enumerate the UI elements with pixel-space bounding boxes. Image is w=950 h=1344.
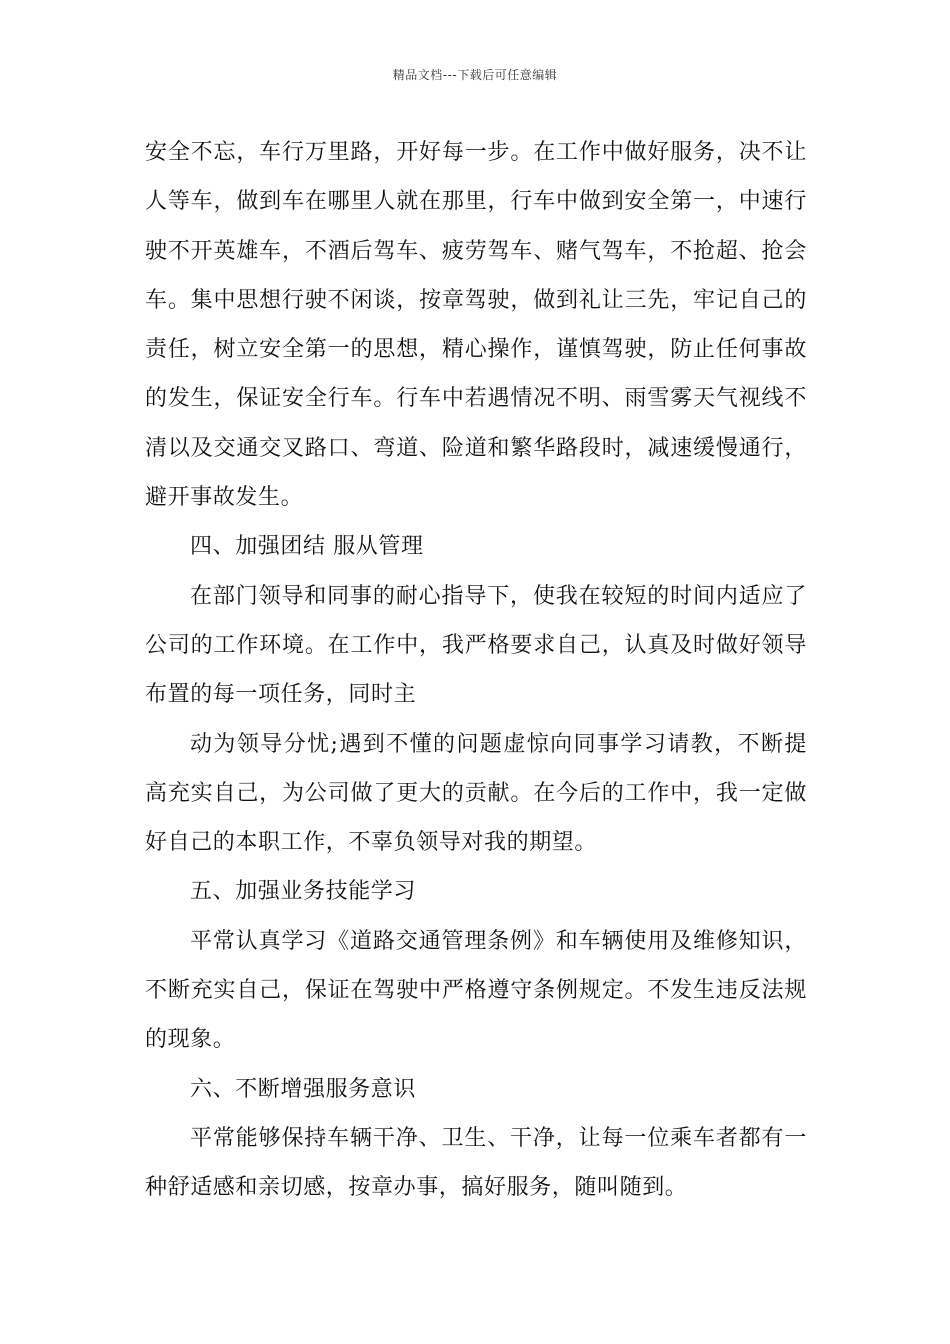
paragraph-unity-2: 动为领导分忧;遇到不懂的问题虚惊向同事学习请教，不断提高充实自己，为公司做了更大的贡献。在今后的工作中，我一定做好自己的本职工作，不辜负领导对我的期望。	[145, 731, 807, 856]
paragraph-unity-1: 在部门领导和同事的耐心指导下，使我在较短的时间内适应了公司的工作环境。在工作中，我严格要求自己，认真及时做好领导布置的每一项任务，同时主	[145, 583, 807, 708]
section-heading-unity: 四、加强团结 服从管理	[190, 534, 424, 560]
paragraph-service: 平常能够保持车辆干净、卫生、干净，让每一位乘车者都有一种舒适感和亲切感，按章办事，搞好服务，随叫随到。	[145, 1125, 807, 1201]
page-header: 精品文档---下载后可任意编辑	[392, 68, 558, 82]
section-heading-service: 六、不断增强服务意识	[190, 1076, 417, 1102]
paragraph-safety-driving: 安全不忘，车行万里路，开好每一步。在工作中做好服务，决不让人等车，做到车在哪里人就在那里，行车中做到安全第一，中速行驶不开英雄车，不酒后驾车、疲劳驾车、赌气驾车，不抢超、抢会车。集中思想行驶不闲谈，按章驾驶，做到礼让三先，牢记自己的责任，树立安全第一的思想，精心操作，谨慎驾驶，防止任何事故的发生，保证安全行车。行车中若遇情况不明、雨雪雾天气视线不清以及交通交叉路口、弯道、险道和繁华路段时，减速缓慢通行，避开事故发生。	[145, 140, 807, 511]
document-body	[145, 128, 807, 1213]
paragraph-skills: 平常认真学习《道路交通管理条例》和车辆使用及维修知识，不断充实自己，保证在驾驶中严格遵守条例规定。不发生违反法规的现象。	[145, 928, 807, 1053]
section-heading-skills: 五、加强业务技能学习	[190, 879, 417, 905]
